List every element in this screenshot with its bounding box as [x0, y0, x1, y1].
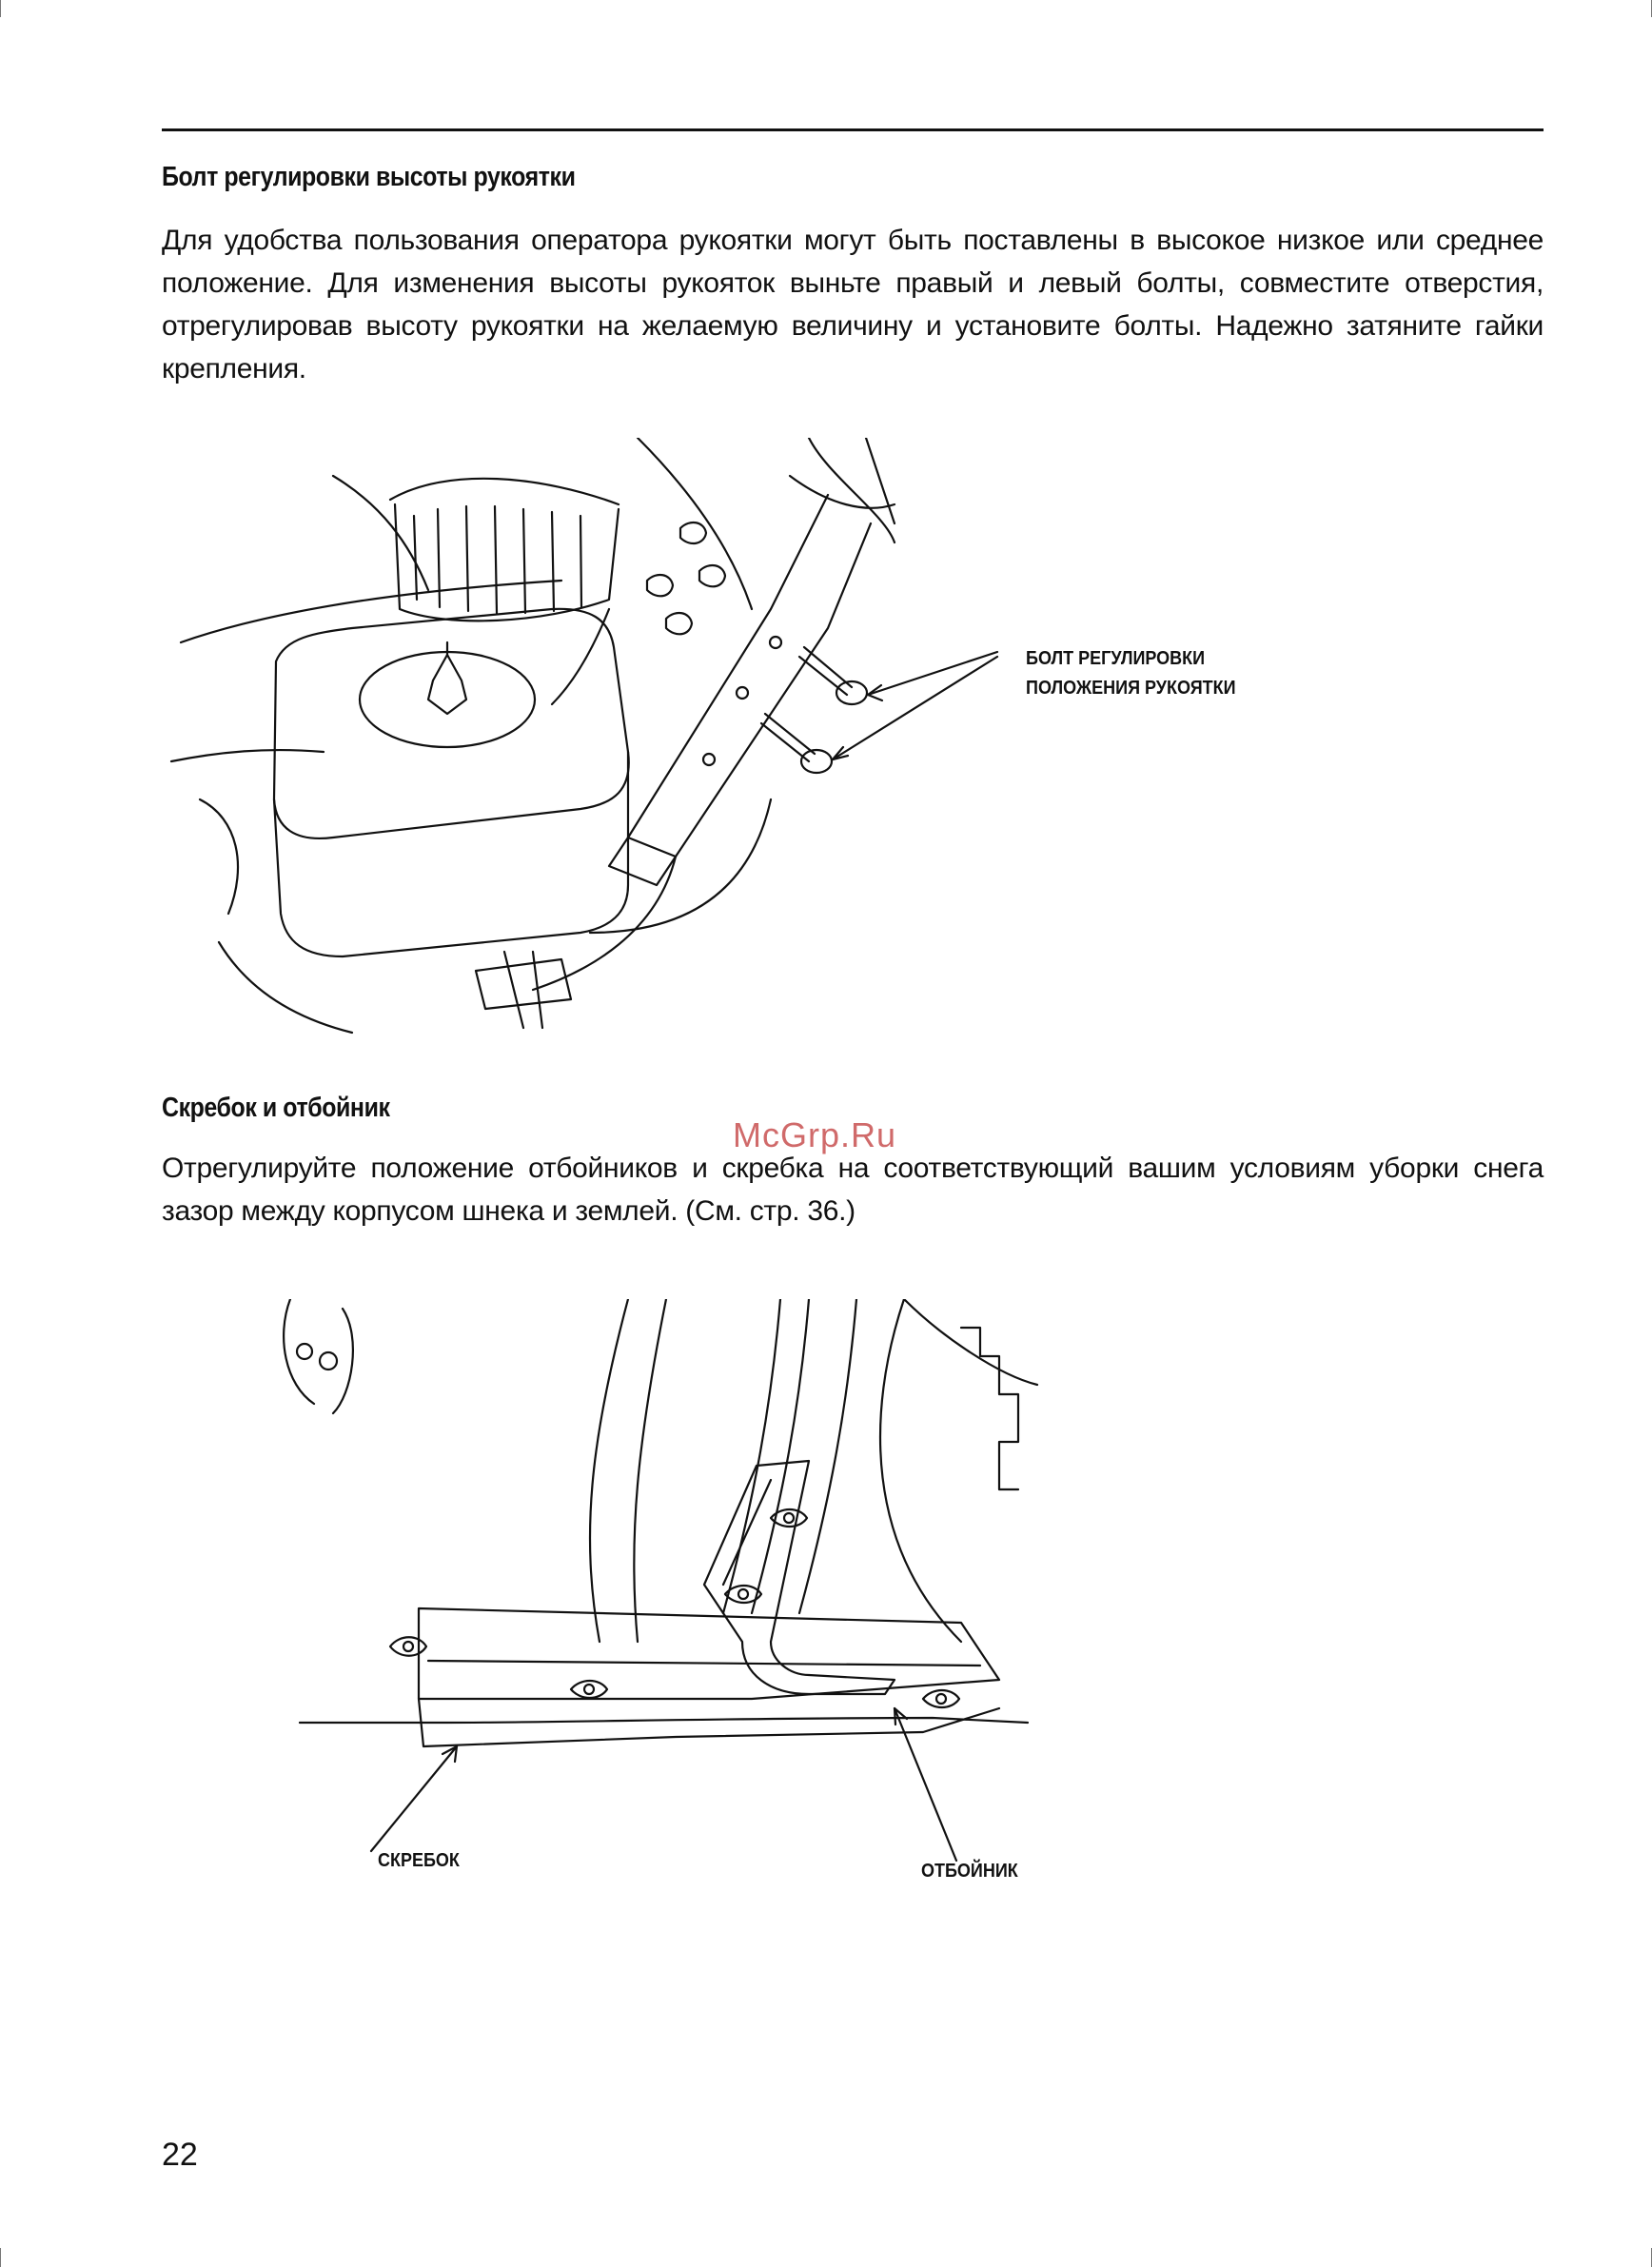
- callout-handle-adjust-bolt: [1026, 644, 1236, 703]
- handle-height-bolt-illustration: [162, 438, 1304, 1037]
- wing-nuts-drawing: [647, 522, 725, 634]
- callout-leader-lines: [833, 652, 997, 759]
- scraper-deflector-illustration: [276, 1299, 1056, 1870]
- header-rule: [162, 128, 1544, 131]
- callout-line-1: БОЛТ РЕГУЛИРОВКИ: [1026, 648, 1206, 669]
- handle-bar-drawing: [476, 438, 895, 1028]
- label-leader-lines: [371, 1708, 956, 1861]
- watermark: McGrp.Ru: [733, 1115, 897, 1154]
- crop-mark-top-left: [0, 0, 1, 17]
- section-body-handle-height: [162, 219, 1544, 390]
- label-deflector: ОТБОЙНИК: [921, 1861, 1018, 1882]
- scraper-blade-drawing: [300, 1608, 1028, 1746]
- section-body-scraper-deflector: [162, 1147, 1544, 1232]
- section-heading-scraper-deflector: Скребок и отбойник: [162, 1093, 390, 1123]
- fuel-tank-drawing: [274, 609, 629, 956]
- auger-housing-drawing: [284, 1299, 1037, 1642]
- section-heading-handle-height-bolt: Болт регулировки высоты рукоятки: [162, 162, 576, 192]
- crop-mark-bottom-left: [0, 2248, 1, 2267]
- paragraph-text: Для удобства пользования оператора рукоятки могут быть поставлены в высокое низкое или среднее положение. Для изменения высоты рукояток выньте правый и левый болты, совместите отверстия, отрегулировав высоту рукоятки на желаемую величину и установите болты. Надежно затяните гайки крепления.: [162, 225, 1544, 384]
- callout-line-2: ПОЛОЖЕНИЯ РУКОЯТКИ: [1026, 678, 1236, 699]
- label-scraper: СКРЕБОК: [378, 1850, 460, 1871]
- page-number: 22: [162, 2137, 198, 2173]
- engine-housing-drawing: [171, 438, 752, 1033]
- paragraph-text: Отрегулируйте положение отбойников и скребка на соответствующий вашим условиям уборки снега зазор между корпусом шнека и землей. (См. стр. 36.): [162, 1153, 1544, 1227]
